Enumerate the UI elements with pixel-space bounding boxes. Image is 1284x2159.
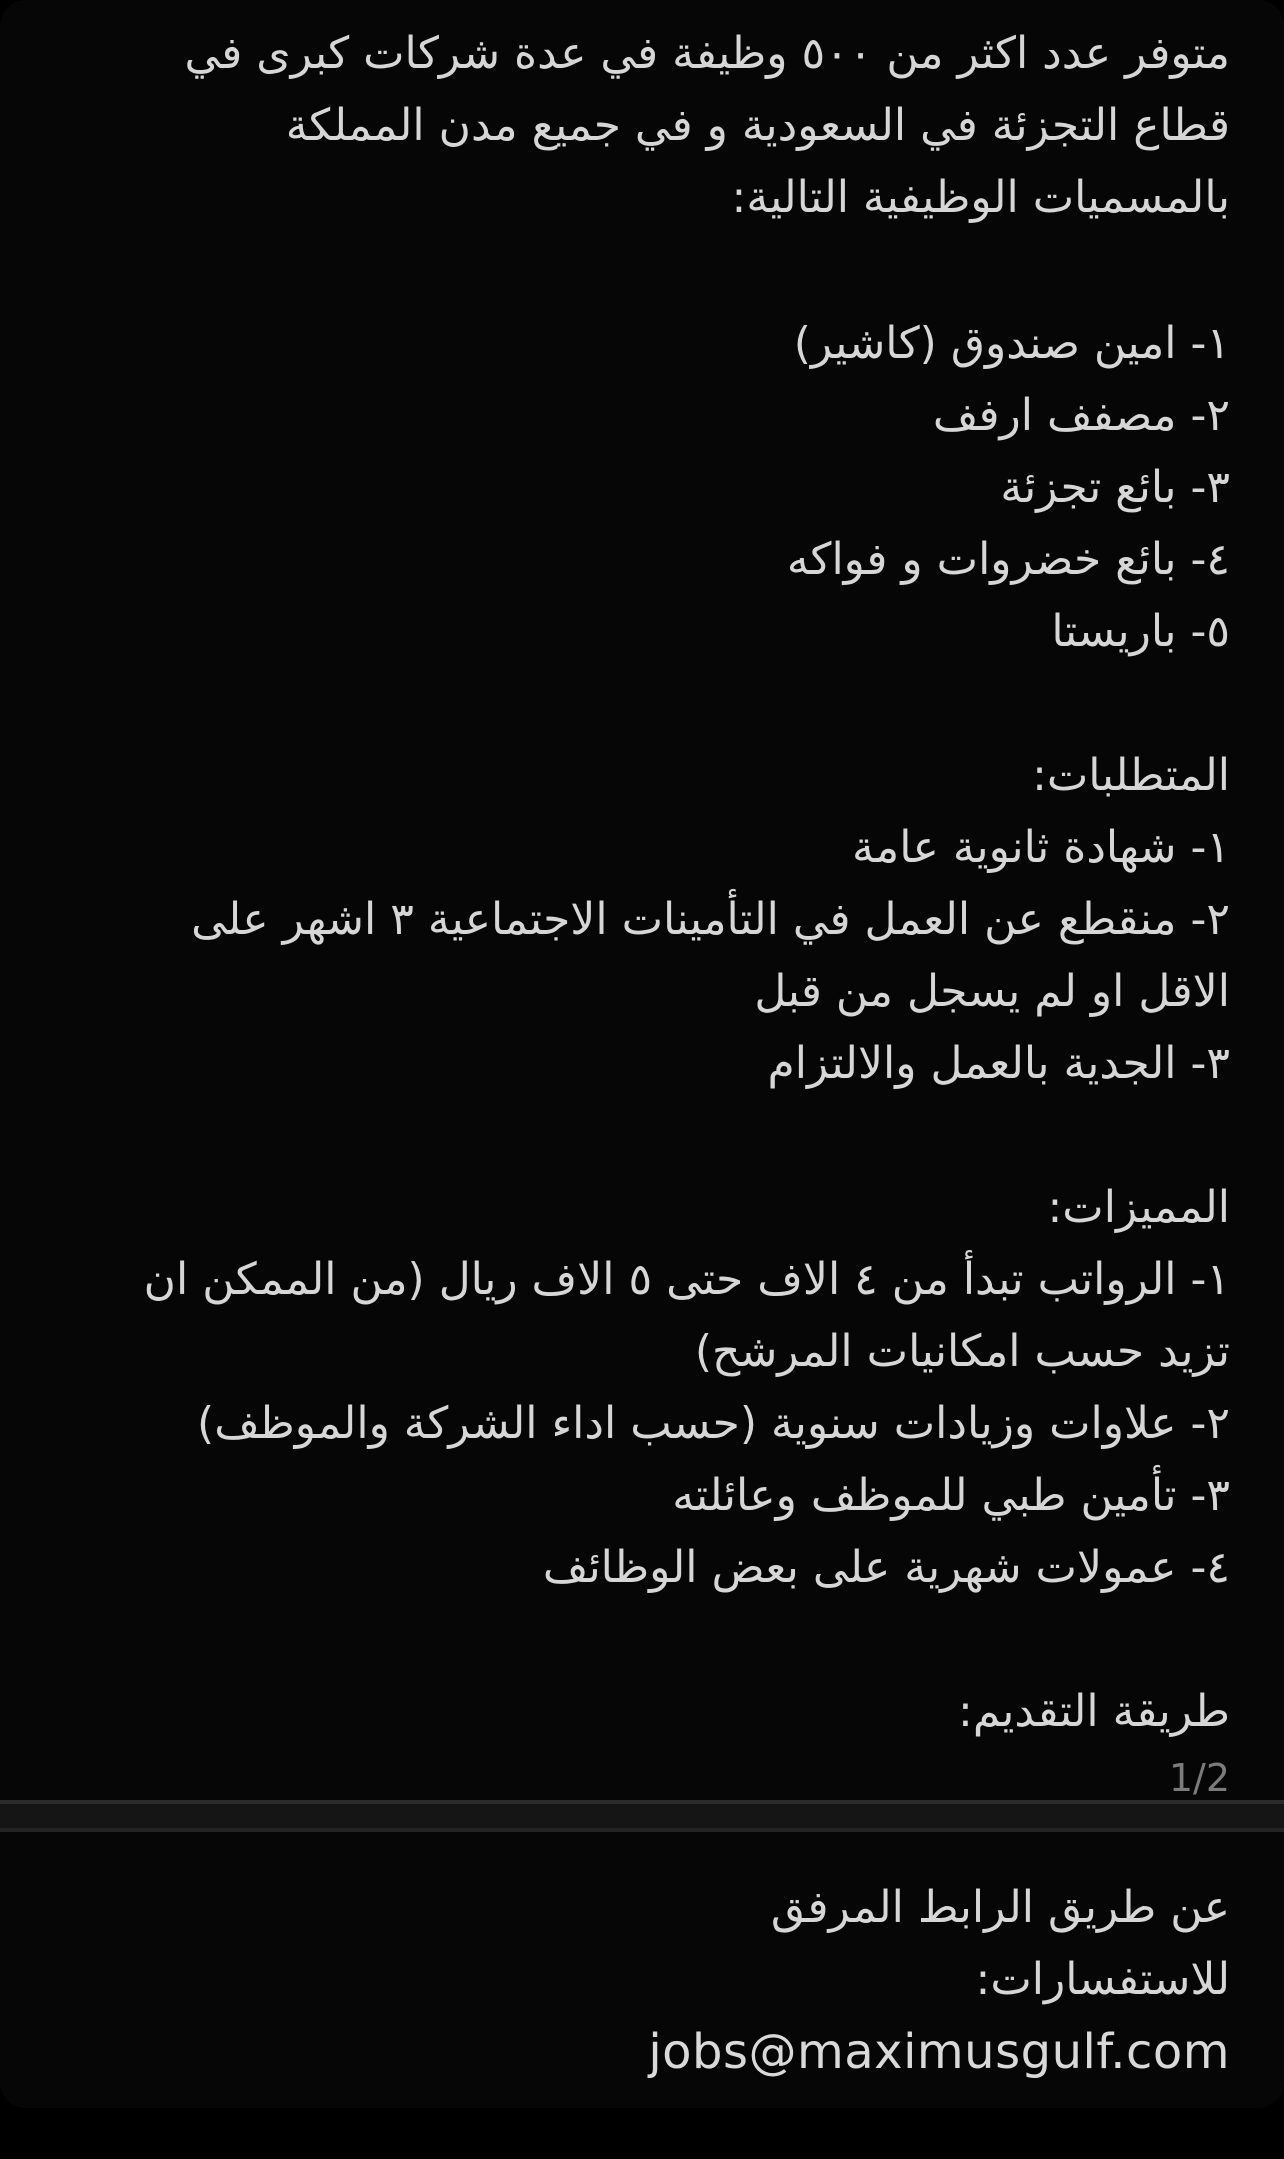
intro-line: متوفر عدد اكثر من ٥٠٠ وظيفة في عدة شركات كبرى في [184, 28, 1230, 79]
job-list-item: ٢- مصفف ارفف [932, 390, 1230, 441]
benefit-item: ٢- علاوات وزيادات سنوية (حسب اداء الشركة والموظف) [197, 1398, 1230, 1449]
benefit-item: ٣- تأمين طبي للموظف وعائلته [672, 1470, 1230, 1521]
job-titles-list [54, 308, 1230, 668]
page-gap-divider [0, 1800, 1284, 1832]
benefits-heading: المميزات: [1047, 1182, 1230, 1233]
requirements-heading: المتطلبات: [1032, 750, 1230, 801]
requirements-list [54, 812, 1230, 1100]
intro-line: بالمسميات الوظيفية التالية: [731, 172, 1230, 223]
job-list-item: ١- امين صندوق (كاشير) [793, 318, 1230, 369]
inquiries-line: للاستفسارات: [975, 1954, 1230, 2005]
job-list-item: ٣- بائع تجزئة [1000, 462, 1230, 513]
page-image-2[interactable] [0, 1832, 1284, 2108]
benefits-list [54, 1244, 1230, 1604]
intro-line: قطاع التجزئة في السعودية و في جميع مدن المملكة [285, 100, 1230, 151]
benefit-item: ١- الرواتب تبدأ من ٤ الاف حتى ٥ الاف ريال (من الممكن ان [143, 1254, 1230, 1305]
benefit-item-continuation: تزيد حسب امكانيات المرشح) [694, 1326, 1230, 1377]
contact-email: jobs@maximusgulf.com [648, 2024, 1230, 2080]
requirement-item: ٣- الجدية بالعمل والالتزام [767, 1038, 1230, 1089]
benefit-item: ٤- عمولات شهرية على بعض الوظائف [542, 1542, 1230, 1593]
apply-link-line: عن طريق الرابط المرفق [770, 1882, 1230, 1933]
intro-paragraph [54, 18, 1230, 234]
apply-method-heading: طريقة التقديم: [958, 1686, 1230, 1737]
requirement-item-continuation: الاقل او لم يسجل من قبل [754, 966, 1230, 1017]
requirement-item: ١- شهادة ثانوية عامة [852, 822, 1230, 873]
job-list-item: ٤- بائع خضروات و فواكه [786, 534, 1230, 585]
job-list-item: ٥- باريستا [1051, 606, 1230, 657]
requirement-item: ٢- منقطع عن العمل في التأمينات الاجتماعية ٣ اشهر على [191, 894, 1230, 945]
page-indicator: 1/2 [1168, 1756, 1230, 1800]
